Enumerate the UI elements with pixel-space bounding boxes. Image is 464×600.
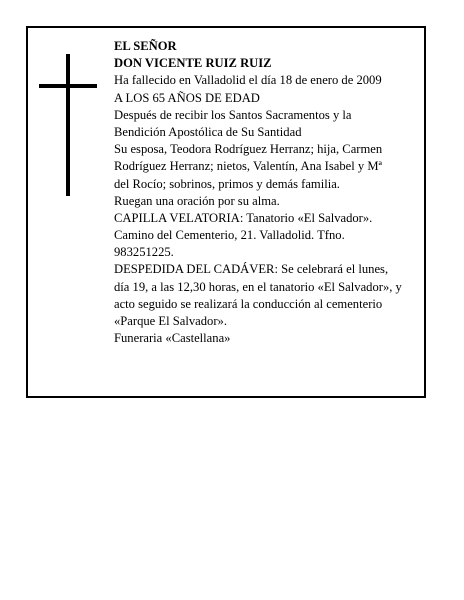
age-line: A LOS 65 AÑOS DE EDAD: [114, 90, 260, 105]
family-line-3: del Rocío; sobrinos, primos y demás familia.: [114, 176, 340, 191]
cemetery-line: «Parque El Salvador».: [114, 314, 227, 328]
chapel-line-1: CAPILLA VELATORIA: Tanatorio «El Salvador».: [114, 210, 373, 225]
farewell-line-1: DESPEDIDA DEL CADÁVER: Se celebrará el lunes,: [114, 262, 389, 277]
cross-icon: [39, 54, 97, 196]
chapel-line-2: Camino del Cementerio, 21. Valladolid. Tfno.: [114, 228, 345, 243]
funeral-home-line: Funeraria «Castellana»: [114, 331, 231, 346]
deceased-name: DON VICENTE RUIZ RUIZ: [114, 56, 272, 71]
sacraments-line: Después de recibir los Santos Sacramentos y la: [114, 107, 352, 122]
farewell-line-2: día 19, a las 12,30 horas, en el tanatorio «El Salvador», y: [114, 279, 402, 294]
farewell-line-3: acto seguido se realizará la conducción al cementerio: [114, 296, 383, 311]
family-line-1: Su esposa, Teodora Rodríguez Herranz; hija, Carmen: [114, 142, 383, 157]
deceased-title: EL SEÑOR: [114, 39, 177, 53]
blessing-line: Bendición Apostólica de Su Santidad: [114, 124, 302, 139]
cross-horizontal-bar: [39, 84, 97, 88]
prayer-line: Ruegan una oración por su alma.: [114, 193, 280, 208]
death-date-line: Ha fallecido en Valladolid el día 18 de enero de 2009: [114, 73, 382, 88]
obituary-text: [114, 38, 426, 347]
cross-vertical-bar: [66, 54, 70, 196]
family-line-2: Rodríguez Herranz; nietos, Valentín, Ana Isabel y Mª: [114, 159, 382, 174]
phone-line: 983251225.: [114, 245, 174, 260]
